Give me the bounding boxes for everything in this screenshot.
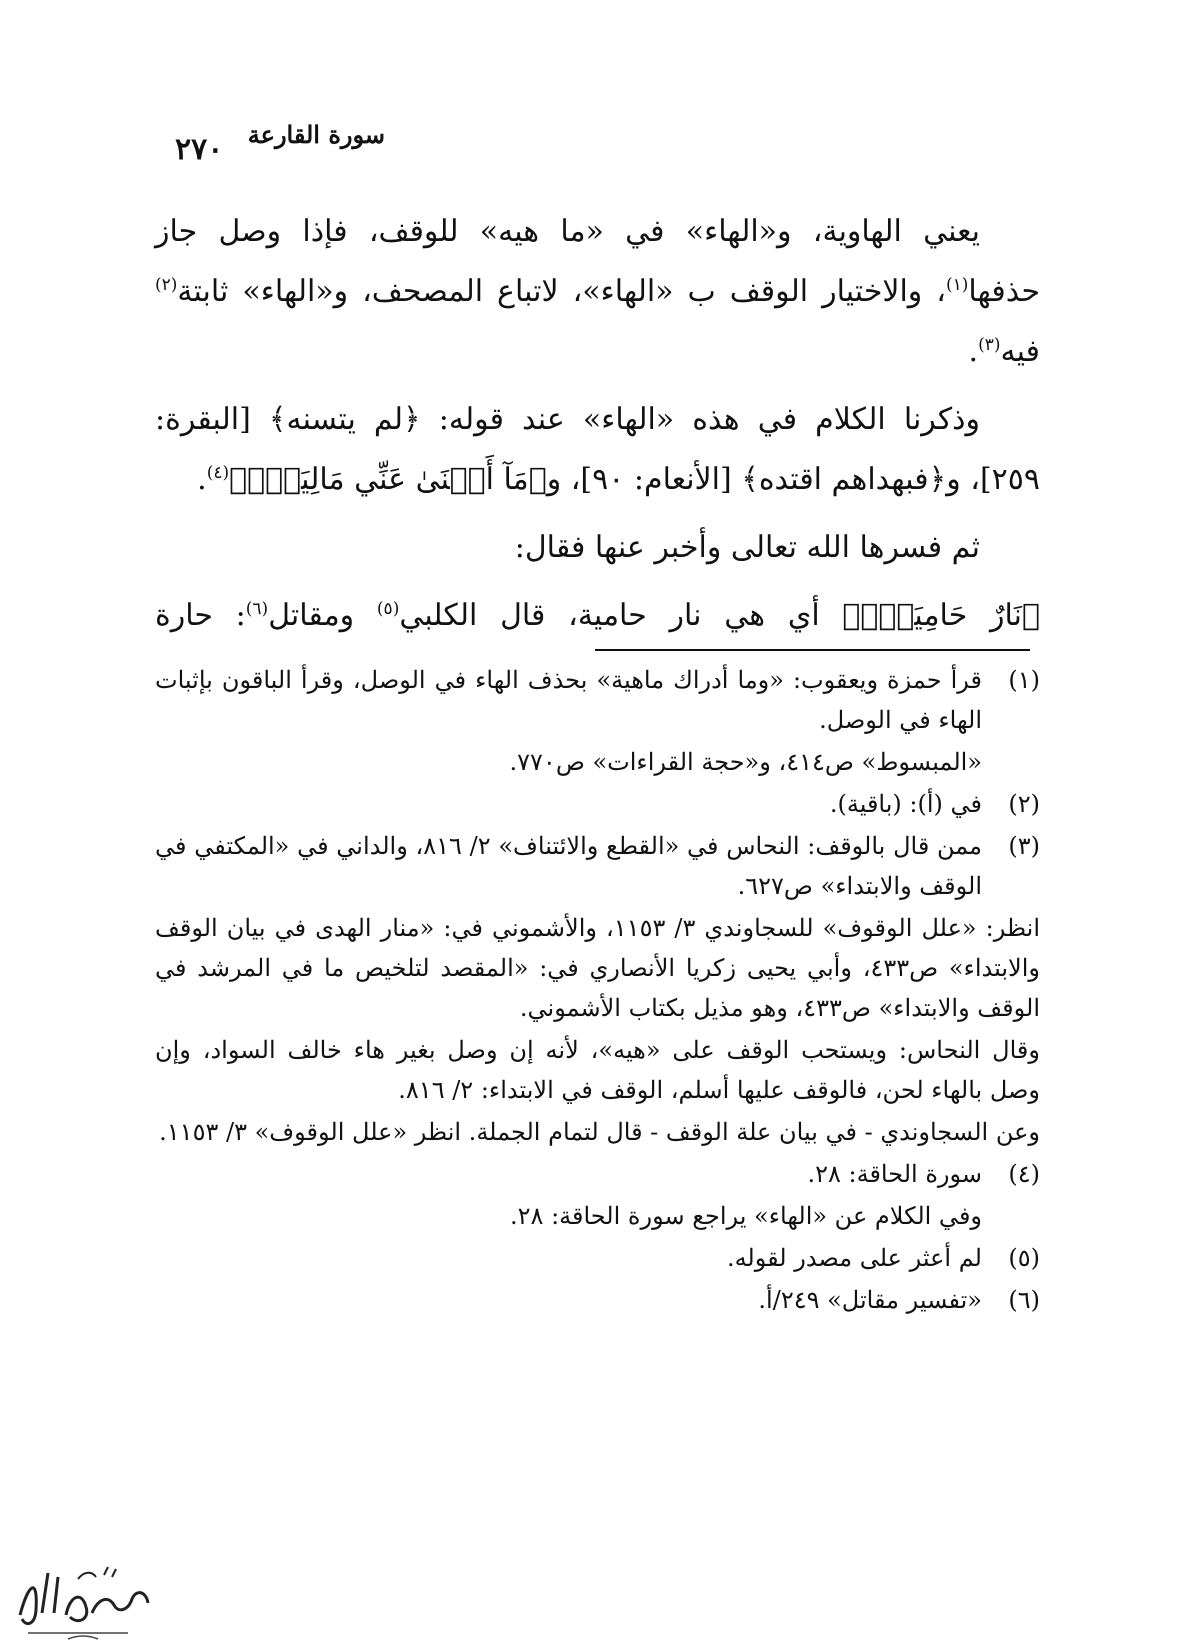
footnote-ref-2[interactable]: (٢) bbox=[155, 275, 178, 295]
footnote-text: «تفسير مقاتل» ٢٤٩/أ. bbox=[758, 1286, 982, 1314]
footnote-number: (١) bbox=[1008, 666, 1040, 694]
main-paragraph-2 bbox=[155, 390, 1040, 510]
footnote-3-continuation bbox=[155, 908, 1040, 1152]
footnote-body bbox=[155, 826, 982, 906]
footnote-text: قرأ حمزة ويعقوب: «وما أدراك ماهية» بحذف الهاء في الوصل، وقرأ الباقون بإثبات الهاء في الوصل. bbox=[155, 666, 982, 734]
footnote-text: لم أعثر على مصدر لقوله. bbox=[726, 1244, 982, 1272]
footnote-text: انظر: «علل الوقوف» للسجاوندي ٣/ ١١٥٣، والأشموني في: «منار الهدى في بيان الوقف والابتداء» ص٤٣٣، وأبي يحيى زكريا الأنصاري في: «المقصد لتلخيص ما في المرشد في الوقف والابتداء» ص٤٣٣، وهو مذيل بكتاب الأشموني. bbox=[155, 914, 1040, 1022]
main-paragraph-1 bbox=[155, 202, 1040, 382]
footnote-text: في (أ): (باقية). bbox=[829, 790, 982, 818]
quran-quote: ﴿لم يتسنه﴾ bbox=[268, 402, 421, 437]
footnote-body bbox=[155, 1280, 982, 1320]
footnote-number: (٦) bbox=[1008, 1286, 1040, 1314]
main-text bbox=[155, 202, 1040, 654]
footnote-ref-4[interactable]: (٤) bbox=[206, 463, 230, 483]
footnote-separator bbox=[595, 649, 1030, 651]
text-run: ومقاتل bbox=[268, 598, 377, 633]
footnote-number: (٥) bbox=[1008, 1244, 1040, 1272]
footnote-body bbox=[155, 784, 982, 824]
footnote-ref-1[interactable]: (١) bbox=[945, 275, 969, 295]
page-number: ٢٧٠ bbox=[175, 132, 224, 167]
footnote-number: (٤) bbox=[1008, 1160, 1040, 1188]
footnote-3 bbox=[155, 826, 1040, 906]
text-run: . bbox=[197, 462, 207, 497]
quran-quote: ﴿مَآ أَغۡنَىٰ عَنِّي مَالِيَهۡۜ﴾ bbox=[229, 462, 547, 497]
footnote-text: ممن قال بالوقف: النحاس في «القطع والائتناف» ٢/ ٨١٦، والداني في «المكتفي في الوقف والابتداء» ص٦٢٧. bbox=[155, 832, 983, 900]
quran-quote: ﴿نَارٌ حَامِيَةُۢ﴾ bbox=[842, 598, 1040, 633]
text-run: يعني الهاوية، و«الهاء» في «ما هيه» للوقف، فإذا وصل جاز حذفها bbox=[155, 214, 1040, 309]
footnote-4 bbox=[155, 1154, 1040, 1236]
footnote-body bbox=[155, 660, 982, 782]
text-run: فيه bbox=[1000, 334, 1040, 369]
text-run: [الأنعام: ٩٠]، و bbox=[546, 462, 742, 497]
footnote-number: (٢) bbox=[1008, 790, 1040, 818]
calligraphy-logo-icon bbox=[8, 1555, 158, 1645]
footnote-ref-3[interactable]: (٣) bbox=[978, 335, 1001, 355]
footnote-1 bbox=[155, 660, 1040, 782]
main-paragraph-4 bbox=[155, 586, 1040, 646]
footnote-text: وقال النحاس: ويستحب الوقف على «هيه»، لأنه إن وصل بغير هاء خالف السواد، وإن وصل بالهاء لحن، فالوقف عليها أسلم، الوقف في الابتداء: ٢/ ٨١٦. bbox=[155, 1036, 1040, 1104]
text-run: ، والاختيار الوقف ب «الهاء»، لاتباع المصحف، و«الهاء» ثابتة bbox=[177, 274, 946, 309]
footnote-body bbox=[155, 908, 1040, 1152]
text-run: . bbox=[968, 334, 979, 369]
footnote-text: وعن السجاوندي - في بيان علة الوقف - قال لتمام الجملة. انظر «علل الوقوف» ٣/ ١١٥٣. bbox=[159, 1118, 1040, 1146]
footnote-text: «المبسوط» ص٤١٤، و«حجة القراءات» ص٧٧٠. bbox=[509, 748, 982, 776]
main-paragraph-3: ثم فسرها الله تعالى وأخبر عنها فقال: bbox=[514, 530, 980, 565]
footnotes bbox=[155, 660, 1040, 1322]
footnote-text: سورة الحاقة: ٢٨. bbox=[807, 1160, 982, 1188]
footnote-ref-5[interactable]: (٥) bbox=[376, 599, 400, 619]
footnote-ref-6[interactable]: (٦) bbox=[245, 599, 269, 619]
footnote-body bbox=[155, 1238, 982, 1278]
footnote-6 bbox=[155, 1280, 1040, 1320]
text-run: وذكرنا الكلام في هذه «الهاء» عند قوله: bbox=[420, 402, 980, 437]
text-run: [البقرة: ٢٥٩]، و bbox=[155, 402, 1040, 497]
quran-quote: ﴿فبهداهم اقتده﴾ bbox=[741, 462, 947, 497]
footnote-2 bbox=[155, 784, 1040, 824]
text-run: : حارة bbox=[155, 598, 246, 633]
running-header-title: سورة القارعة bbox=[247, 120, 385, 149]
text-run: أي هي نار حامية، قال الكلبي bbox=[399, 598, 843, 633]
footnote-text: وفي الكلام عن «الهاء» يراجع سورة الحاقة: ٢٨. bbox=[510, 1202, 982, 1230]
footnote-number: (٣) bbox=[1008, 832, 1040, 860]
footnote-body bbox=[155, 1154, 982, 1236]
footnote-5 bbox=[155, 1238, 1040, 1278]
